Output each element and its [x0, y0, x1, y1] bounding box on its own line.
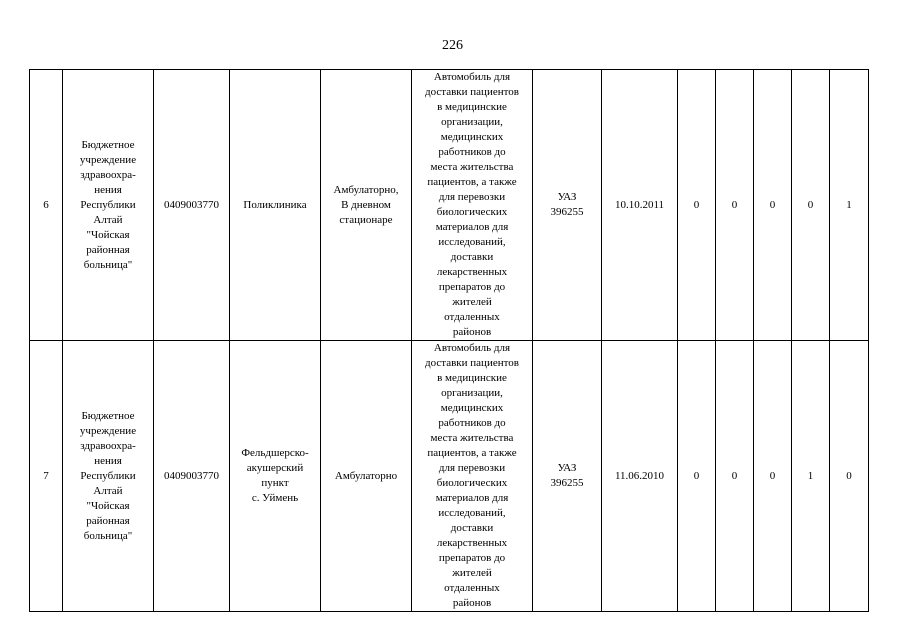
table-row	[30, 70, 869, 341]
vehicle-cell: УАЗ 396255	[533, 70, 602, 341]
care-form-cell: Амбулаторно, В дневном стационаре	[321, 70, 412, 341]
count-cell: 0	[678, 341, 716, 612]
count-cell: 0	[678, 70, 716, 341]
vehicle-table	[29, 69, 869, 612]
row-number-cell: 7	[30, 341, 63, 612]
organization-cell: Бюджетное учреждение здравоохра- нения Республики Алтай "Чойская районная больница"	[63, 341, 154, 612]
page-number: 226	[442, 38, 463, 53]
code-cell: 0409003770	[154, 70, 230, 341]
count-cell: 1	[830, 70, 869, 341]
count-cell: 0	[754, 70, 792, 341]
code-cell: 0409003770	[154, 341, 230, 612]
count-cell: 1	[792, 341, 830, 612]
organization-cell: Бюджетное учреждение здравоохра- нения Республики Алтай "Чойская районная больница"	[63, 70, 154, 341]
table-row	[30, 341, 869, 612]
unit-cell: Поликлиника	[230, 70, 321, 341]
count-cell: 0	[716, 341, 754, 612]
date-cell: 10.10.2011	[602, 70, 678, 341]
purpose-cell: Автомобиль для доставки пациентов в медицинские организации, медицинских работников до места жительства пациентов, а также для перевозки биологических материалов для исследований, доставки лекарственных препаратов до жителей отдаленных районов	[412, 341, 533, 612]
purpose-cell: Автомобиль для доставки пациентов в медицинские организации, медицинских работников до места жительства пациентов, а также для перевозки биологических материалов для исследований, доставки лекарственных препаратов до жителей отдаленных районов	[412, 70, 533, 341]
unit-cell: Фельдшерско- акушерский пункт с. Уймень	[230, 341, 321, 612]
count-cell: 0	[754, 341, 792, 612]
count-cell: 0	[792, 70, 830, 341]
care-form-cell: Амбулаторно	[321, 341, 412, 612]
count-cell: 0	[716, 70, 754, 341]
date-cell: 11.06.2010	[602, 341, 678, 612]
count-cell: 0	[830, 341, 869, 612]
vehicle-cell: УАЗ 396255	[533, 341, 602, 612]
row-number-cell: 6	[30, 70, 63, 341]
